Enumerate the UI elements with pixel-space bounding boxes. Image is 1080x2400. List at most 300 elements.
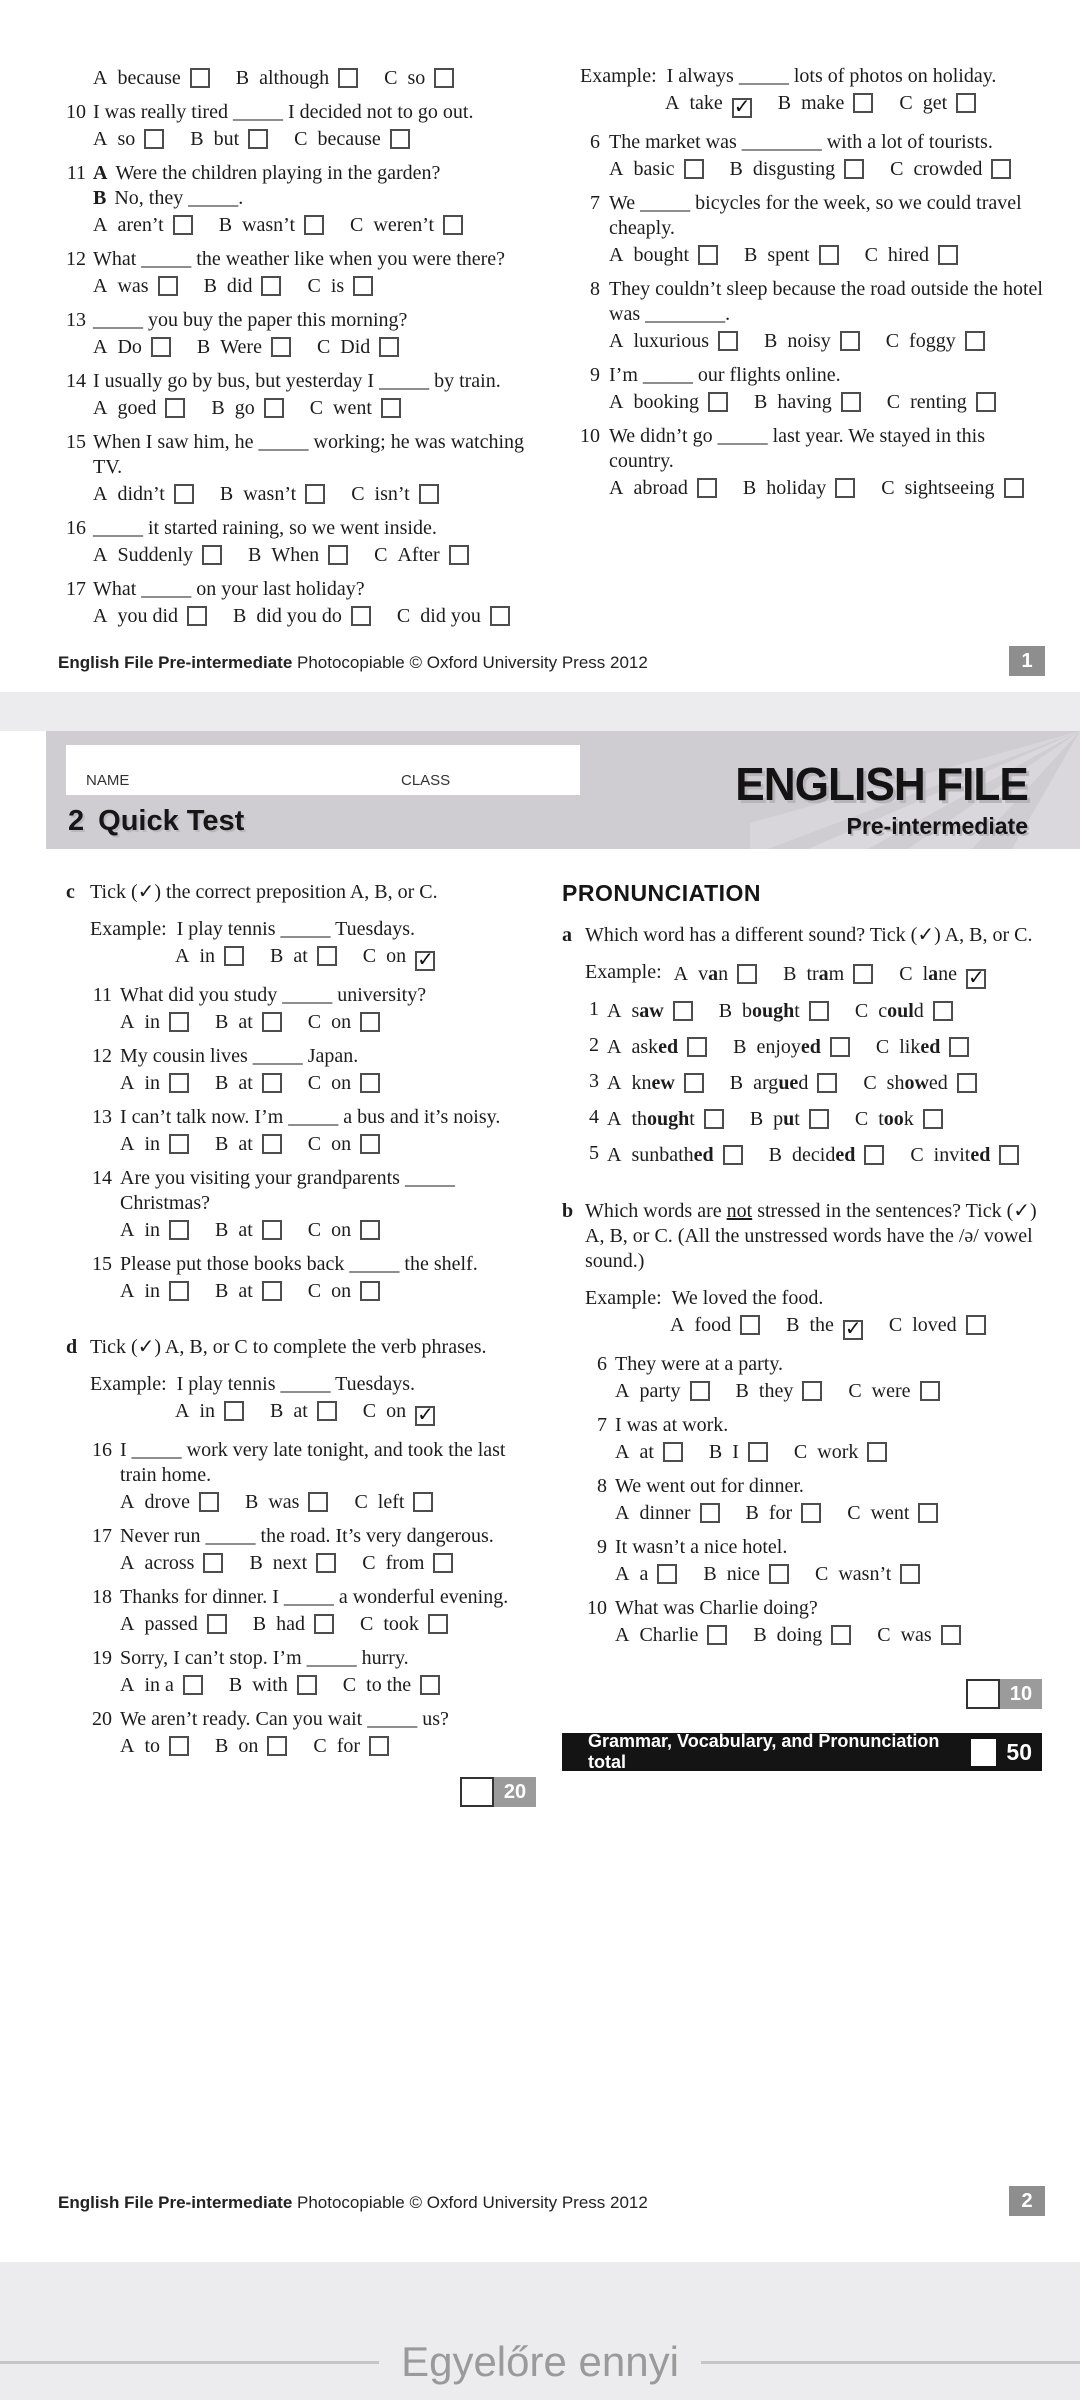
answer-checkbox[interactable]: [173, 215, 193, 235]
question-number: 8: [597, 1475, 607, 1497]
option-word-pre: but: [213, 128, 240, 150]
answer-checkbox[interactable]: [819, 245, 839, 265]
answer-option: [360, 1612, 448, 1637]
option-word-pre: on: [386, 1400, 407, 1422]
answer-checkbox[interactable]: [360, 1220, 380, 1240]
option-letter: B: [777, 92, 792, 114]
option-word-bold: ed: [693, 1144, 714, 1166]
pronunciation-heading: PRONUNCIATION: [562, 880, 762, 906]
answer-checkbox[interactable]: [841, 392, 861, 412]
question-body: [615, 1352, 1042, 1404]
answer-option: [175, 944, 244, 969]
answer-checkbox[interactable]: [328, 545, 348, 565]
answer-checkbox[interactable]: [737, 964, 757, 984]
option-letter: C: [890, 158, 904, 180]
question-item: [585, 1474, 1042, 1526]
option-word-post: d: [798, 1072, 809, 1094]
answer-checkbox[interactable]: [360, 1281, 380, 1301]
answer-checkbox[interactable]: [338, 68, 358, 88]
answer-checkbox[interactable]: [704, 1109, 724, 1129]
question-number: 15: [92, 1253, 112, 1275]
option-word-post: m: [828, 963, 845, 985]
section-letter: d: [66, 1336, 78, 1358]
answer-checkbox[interactable]: [187, 606, 207, 626]
answer-checkbox[interactable]: [657, 1564, 677, 1584]
answer-checkbox[interactable]: [305, 484, 325, 504]
answer-checkbox[interactable]: [317, 946, 337, 966]
answer-checkbox[interactable]: [360, 1073, 380, 1093]
answer-checkbox[interactable]: [169, 1012, 189, 1032]
option-letter: A: [615, 1380, 630, 1402]
answer-checkbox[interactable]: [169, 1736, 189, 1756]
answer-checkbox[interactable]: [864, 1145, 884, 1165]
score-entry-box[interactable]: [460, 1777, 494, 1807]
answer-checkbox[interactable]: [918, 1503, 938, 1523]
option-word-pre: wasn’t: [242, 214, 296, 236]
example-line: [90, 1372, 536, 1397]
pronunciation-score-row: [562, 1679, 1042, 1709]
answer-checkbox[interactable]: [262, 1012, 282, 1032]
option-letter: B: [249, 1552, 263, 1574]
answer-checkbox[interactable]: [723, 1145, 743, 1165]
question-list: [90, 1438, 536, 1759]
answer-checkbox[interactable]: [718, 331, 738, 351]
question-number: 17: [92, 1525, 112, 1547]
option-word-pre: on: [331, 1072, 352, 1094]
answer-checkbox[interactable]: [966, 965, 986, 989]
answer-checkbox[interactable]: [991, 159, 1011, 179]
option-letter: C: [877, 1624, 891, 1646]
option-word: [633, 158, 674, 180]
answer-checkbox[interactable]: [297, 1675, 317, 1695]
option-word-pre: on: [331, 1011, 352, 1033]
option-letter: B: [218, 214, 233, 236]
worksheet-page-2: [0, 731, 1080, 2262]
option-letter: A: [93, 128, 108, 150]
answer-checkbox[interactable]: [415, 947, 435, 971]
options-row: [93, 213, 542, 238]
answer-option: [175, 1399, 244, 1424]
option-word: [366, 1674, 411, 1696]
answer-checkbox[interactable]: [684, 1073, 704, 1093]
answer-option: [665, 91, 752, 118]
answer-option: [307, 274, 373, 299]
question-stem-line: [93, 308, 542, 333]
option-letter: C: [360, 1613, 374, 1635]
answer-checkbox[interactable]: [428, 1614, 448, 1634]
option-letter: B: [203, 275, 217, 297]
answer-checkbox[interactable]: [769, 1564, 789, 1584]
answer-checkbox[interactable]: [941, 1625, 961, 1645]
total-entry-box[interactable]: [971, 1739, 996, 1766]
answer-checkbox[interactable]: [262, 1134, 282, 1154]
answer-option: [363, 944, 435, 971]
option-word-pre: renting: [910, 391, 967, 413]
answer-checkbox[interactable]: [169, 1281, 189, 1301]
answer-checkbox[interactable]: [1004, 478, 1024, 498]
question-stems: [93, 100, 542, 125]
option-word-pre: although: [259, 67, 330, 89]
question-stem-line: [93, 161, 542, 186]
answer-checkbox[interactable]: [144, 129, 164, 149]
answer-checkbox[interactable]: [420, 1675, 440, 1695]
options-row: [609, 329, 1050, 354]
stem-text: We aren’t ready. Can you wait _____ us?: [120, 1708, 449, 1730]
answer-checkbox[interactable]: [261, 276, 281, 296]
test-title: [68, 805, 244, 838]
answer-checkbox[interactable]: [801, 1503, 821, 1523]
answer-option: [876, 1035, 969, 1060]
question-item: [585, 1105, 1042, 1132]
question-item: [90, 1438, 536, 1515]
options-row: [93, 66, 542, 91]
answer-checkbox[interactable]: [923, 1109, 943, 1129]
stem-text: The market was ________ with a lot of tourists.: [609, 131, 993, 153]
answer-checkbox[interactable]: [360, 1012, 380, 1032]
answer-checkbox[interactable]: [369, 1736, 389, 1756]
answer-checkbox[interactable]: [949, 1037, 969, 1057]
option-word: [259, 67, 329, 89]
option-letter: B: [215, 1280, 229, 1302]
answer-checkbox[interactable]: [203, 1553, 223, 1573]
option-word: [117, 483, 164, 505]
answer-checkbox[interactable]: [999, 1145, 1019, 1165]
option-word: [331, 1072, 351, 1094]
answer-checkbox[interactable]: [353, 276, 373, 296]
answer-checkbox[interactable]: [900, 1564, 920, 1584]
answer-option: [886, 329, 985, 354]
answer-checkbox[interactable]: [687, 1037, 707, 1057]
option-letter: B: [252, 1613, 267, 1635]
score-entry-box[interactable]: [966, 1679, 1000, 1709]
option-letter: B: [228, 1674, 243, 1696]
question-number: 3: [589, 1070, 599, 1092]
answer-checkbox[interactable]: [434, 68, 454, 88]
answer-checkbox[interactable]: [697, 478, 717, 498]
option-word-pre: at: [293, 1400, 308, 1422]
option-word-pre: at: [639, 1441, 654, 1463]
option-word: [633, 477, 687, 499]
option-word: [698, 963, 728, 985]
answer-checkbox[interactable]: [740, 1315, 760, 1335]
answer-checkbox[interactable]: [844, 159, 864, 179]
question-number: 16: [92, 1439, 112, 1461]
answer-checkbox[interactable]: [690, 1381, 710, 1401]
question-body: [93, 161, 542, 238]
stem-text: I can’t talk now. I’m _____ a bus and it’s noisy.: [120, 1106, 501, 1128]
option-word-pre: on: [331, 1133, 352, 1155]
answer-checkbox[interactable]: [169, 1134, 189, 1154]
option-letter: B: [233, 605, 247, 627]
answer-option: [670, 1313, 760, 1338]
option-word: [631, 1000, 663, 1022]
answer-checkbox[interactable]: [224, 946, 244, 966]
answer-option: [93, 127, 164, 152]
options-row: [93, 335, 542, 360]
option-word-pre: is: [330, 275, 345, 297]
class-label: CLASS: [401, 772, 451, 789]
answer-checkbox[interactable]: [867, 1442, 887, 1462]
answer-option: [308, 1132, 380, 1157]
option-letter: C: [354, 1491, 368, 1513]
answer-checkbox[interactable]: [684, 159, 704, 179]
answer-checkbox[interactable]: [207, 1614, 227, 1634]
options-row: [609, 243, 1050, 268]
section-title-part: stressed in the sentences? Tick (✓) A, B, or C. (All the unstressed words have the /ə/ vowel sound.): [585, 1200, 1037, 1272]
option-letter: B: [744, 244, 758, 266]
section-letter: b: [562, 1200, 574, 1222]
answer-checkbox[interactable]: [698, 245, 718, 265]
stem-text: Were the children playing in the garden?: [115, 162, 441, 184]
answer-checkbox[interactable]: [419, 484, 439, 504]
option-word-pre: sh: [886, 1072, 905, 1094]
answer-checkbox[interactable]: [933, 1001, 953, 1021]
answer-checkbox[interactable]: [360, 1134, 380, 1154]
option-letter: C: [899, 92, 913, 114]
answer-checkbox[interactable]: [169, 1073, 189, 1093]
answer-checkbox[interactable]: [304, 215, 324, 235]
answer-checkbox[interactable]: [817, 1073, 837, 1093]
stem-text: I was really tired _____ I decided not to go out.: [93, 101, 474, 123]
answer-option: [719, 999, 829, 1024]
answer-checkbox[interactable]: [151, 337, 171, 357]
answer-checkbox[interactable]: [169, 1220, 189, 1240]
stem-text: Are you visiting your grandparents _____ Christmas?: [120, 1167, 455, 1214]
option-word: [913, 158, 982, 180]
option-word: [243, 483, 296, 505]
answer-checkbox[interactable]: [174, 484, 194, 504]
stem-speaker-label: B: [93, 187, 107, 209]
answer-checkbox[interactable]: [966, 1315, 986, 1335]
question-body: [120, 1646, 536, 1698]
score-max: 10: [1000, 1679, 1042, 1709]
answer-checkbox[interactable]: [202, 545, 222, 565]
answer-checkbox[interactable]: [957, 1073, 977, 1093]
answer-checkbox[interactable]: [158, 276, 178, 296]
stem-text: _____ it started raining, so we went inside.: [93, 517, 437, 539]
option-word-pre: at: [238, 1219, 253, 1241]
answer-checkbox[interactable]: [264, 398, 284, 418]
answer-option: [753, 1623, 851, 1648]
option-word-post: d: [913, 1000, 924, 1022]
option-word-pre: When: [271, 544, 320, 566]
answer-option: [674, 962, 757, 987]
options-row: [615, 1501, 1042, 1526]
option-word-pre: abroad: [633, 477, 688, 499]
answer-checkbox[interactable]: [449, 545, 469, 565]
answer-checkbox[interactable]: [956, 93, 976, 113]
answer-checkbox[interactable]: [381, 398, 401, 418]
answer-checkbox[interactable]: [708, 392, 728, 412]
answer-checkbox[interactable]: [262, 1281, 282, 1301]
answer-option: [384, 66, 454, 91]
answer-checkbox[interactable]: [809, 1109, 829, 1129]
example-stem: We loved the food.: [671, 1287, 824, 1309]
answer-checkbox[interactable]: [314, 1614, 334, 1634]
answer-checkbox[interactable]: [165, 398, 185, 418]
answer-checkbox[interactable]: [190, 68, 210, 88]
answer-checkbox[interactable]: [830, 1037, 850, 1057]
answer-checkbox[interactable]: [443, 215, 463, 235]
stem-text: I usually go by bus, but yesterday I _____ by train.: [93, 370, 501, 392]
option-letter: C: [307, 1133, 322, 1155]
option-word: [639, 1441, 653, 1463]
option-word: [639, 1502, 690, 1524]
question-body: [93, 308, 542, 360]
question-number: 10: [587, 1597, 607, 1619]
option-word-pre: p: [773, 1108, 784, 1130]
options-row: [120, 1551, 536, 1576]
answer-checkbox[interactable]: [224, 1401, 244, 1421]
answer-checkbox[interactable]: [199, 1492, 219, 1512]
answer-checkbox[interactable]: [183, 1675, 203, 1695]
answer-checkbox[interactable]: [262, 1073, 282, 1093]
question-body: [120, 1105, 536, 1157]
option-word-pre: went: [333, 397, 372, 419]
page1-left-column: [58, 64, 542, 638]
answer-checkbox[interactable]: [732, 94, 752, 118]
answer-option: [236, 66, 358, 91]
answer-option: [120, 1279, 189, 1304]
option-word-pre: did you do: [256, 605, 342, 627]
options-row: [615, 1562, 1042, 1587]
answer-checkbox[interactable]: [673, 1001, 693, 1021]
question-body: [120, 1044, 536, 1096]
options-row: [120, 1071, 536, 1096]
option-word: [386, 945, 406, 967]
options-row: [670, 1313, 1042, 1340]
answer-checkbox[interactable]: [390, 129, 410, 149]
answer-checkbox[interactable]: [976, 392, 996, 412]
stem-text: We didn’t go _____ last year. We stayed in this country.: [609, 425, 985, 472]
name-class-box[interactable]: [66, 745, 580, 795]
option-word-pre: sightseeing: [904, 477, 995, 499]
answer-checkbox[interactable]: [920, 1381, 940, 1401]
option-word-pre: in: [199, 1400, 216, 1422]
question-item: [585, 1033, 1042, 1060]
answer-checkbox[interactable]: [802, 1381, 822, 1401]
answer-option: [733, 1035, 850, 1060]
answer-checkbox[interactable]: [262, 1220, 282, 1240]
option-word-pre: get: [922, 92, 948, 114]
option-letter: A: [670, 1314, 685, 1336]
stem-speaker-label: A: [93, 162, 108, 184]
section-title: Tick (✓) A, B, or C to complete the verb phrases.: [90, 1336, 487, 1358]
option-letter: A: [609, 330, 624, 352]
question-body: [609, 130, 1050, 182]
option-word: [276, 1613, 305, 1635]
answer-checkbox[interactable]: [965, 331, 985, 351]
option-letter: A: [120, 1491, 135, 1513]
answer-checkbox[interactable]: [938, 245, 958, 265]
question-number: 7: [597, 1414, 607, 1436]
answer-checkbox[interactable]: [843, 1316, 863, 1340]
answer-checkbox[interactable]: [853, 964, 873, 984]
option-word-pre: decid: [792, 1144, 836, 1166]
option-word-pre: having: [777, 391, 832, 413]
option-letter: C: [885, 330, 900, 352]
answer-checkbox[interactable]: [248, 129, 268, 149]
stem-text: We went out for dinner.: [615, 1475, 804, 1497]
answer-option: [233, 604, 371, 629]
option-word-bold: ed: [658, 1036, 679, 1058]
option-word-pre: After: [397, 544, 440, 566]
option-word: [220, 336, 262, 358]
option-letter: A: [607, 1108, 622, 1130]
question-stem-line: [120, 1585, 536, 1610]
question-body: [607, 1141, 1042, 1168]
answer-checkbox[interactable]: [317, 1401, 337, 1421]
answer-checkbox[interactable]: [853, 93, 873, 113]
answer-option: [229, 1673, 317, 1698]
options-row: [120, 1490, 536, 1515]
question-stem-line: [93, 369, 542, 394]
answer-checkbox[interactable]: [379, 337, 399, 357]
stem-text: What did you study _____ university?: [120, 984, 427, 1006]
stem-text: What _____ the weather like when you were there?: [93, 248, 506, 270]
option-letter: B: [215, 1219, 229, 1241]
option-word-pre: c: [878, 1000, 888, 1022]
option-letter: C: [886, 391, 901, 413]
option-word: [923, 92, 947, 114]
option-letter: C: [864, 244, 878, 266]
stem-text: Thanks for dinner. I _____ a wonderful evening.: [120, 1586, 509, 1608]
option-letter: A: [93, 275, 108, 297]
answer-checkbox[interactable]: [835, 478, 855, 498]
option-letter: C: [854, 1000, 869, 1022]
option-word: [268, 1491, 299, 1513]
answer-checkbox[interactable]: [840, 331, 860, 351]
answer-checkbox[interactable]: [413, 1492, 433, 1512]
answer-checkbox[interactable]: [308, 1492, 328, 1512]
answer-option: [215, 1010, 282, 1035]
option-word: [694, 1314, 731, 1336]
question-item: [580, 424, 1050, 501]
option-letter: C: [362, 1400, 377, 1422]
answer-checkbox[interactable]: [433, 1553, 453, 1573]
answer-checkbox[interactable]: [415, 1402, 435, 1426]
option-word: [117, 397, 156, 419]
answer-checkbox[interactable]: [748, 1442, 768, 1462]
options-row: [93, 482, 542, 507]
answer-checkbox[interactable]: [351, 606, 371, 626]
options-row: [607, 1071, 1042, 1096]
stem-text: Never run _____ the road. It’s very dangerous.: [120, 1525, 494, 1547]
answer-checkbox[interactable]: [707, 1625, 727, 1645]
option-letter: C: [313, 1735, 327, 1757]
question-stems: [93, 516, 542, 541]
option-word: [144, 1133, 160, 1155]
answer-checkbox[interactable]: [663, 1442, 683, 1462]
answer-option: [746, 1501, 822, 1526]
option-letter: C: [888, 1314, 903, 1336]
answer-checkbox[interactable]: [809, 1001, 829, 1021]
options-row: [120, 1673, 536, 1698]
option-word: [633, 330, 709, 352]
answer-checkbox[interactable]: [490, 606, 510, 626]
option-letter: A: [673, 963, 689, 985]
answer-checkbox[interactable]: [267, 1736, 287, 1756]
answer-checkbox[interactable]: [700, 1503, 720, 1523]
option-letter: B: [708, 1441, 723, 1463]
answer-checkbox[interactable]: [831, 1625, 851, 1645]
option-word-pre: on: [386, 945, 407, 967]
option-letter: A: [120, 1552, 135, 1574]
option-word: [910, 391, 967, 413]
option-letter: B: [783, 963, 797, 985]
answer-checkbox[interactable]: [316, 1553, 336, 1573]
answer-checkbox[interactable]: [271, 337, 291, 357]
